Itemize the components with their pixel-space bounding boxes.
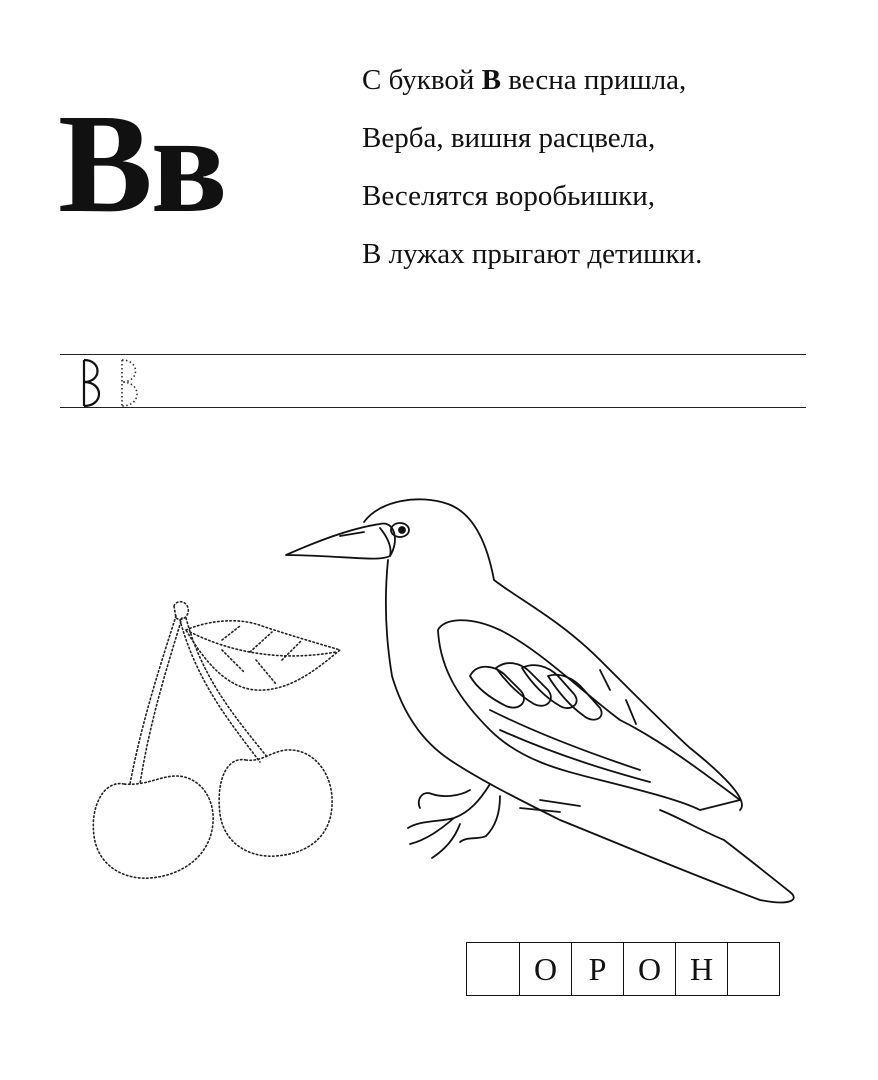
- letter-cell: О: [623, 943, 675, 995]
- poem-text: С буквой: [362, 64, 482, 96]
- letter-cell: Н: [675, 943, 727, 995]
- letter-cell: О: [519, 943, 571, 995]
- letter-cell-empty[interactable]: [467, 943, 519, 995]
- poem-text: весна пришла,: [500, 64, 687, 96]
- poem-text: В лужах прыгают детишки.: [362, 238, 703, 270]
- crow-icon: [286, 499, 794, 902]
- poem-bold-letter: В: [481, 64, 501, 96]
- word-puzzle: [466, 942, 780, 996]
- letter-cell-empty[interactable]: [727, 943, 779, 995]
- letter-cell: Р: [571, 943, 623, 995]
- cherry-icon: [93, 602, 340, 878]
- heading-letters: Вв: [58, 84, 226, 242]
- poem-text: Веселятся воробьишки,: [362, 180, 656, 212]
- poem-text: Верба, вишня расцвела,: [362, 122, 656, 154]
